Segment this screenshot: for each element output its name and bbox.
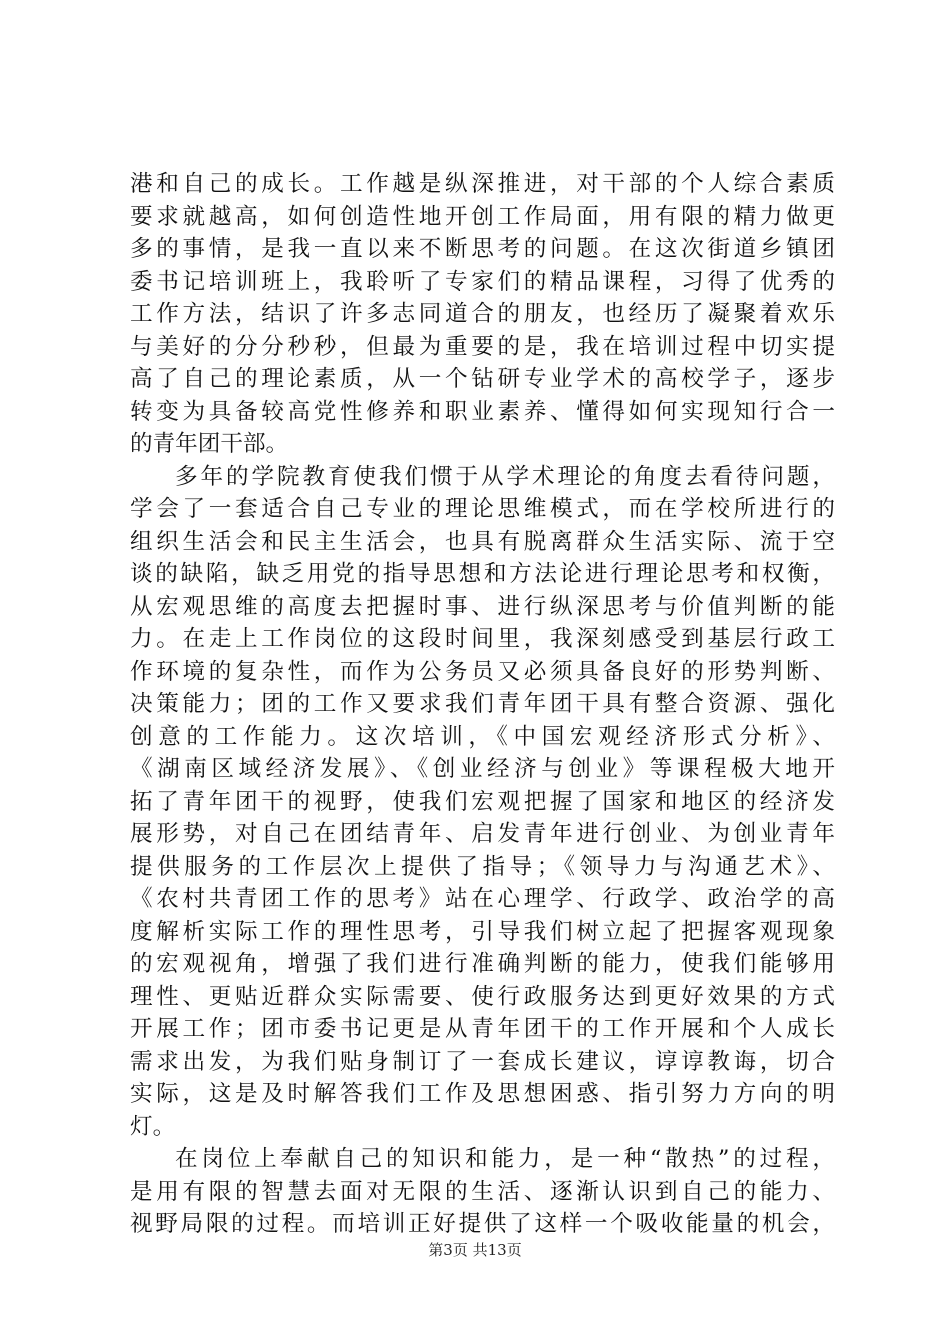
text-line: 理性、更贴近群众实际需要、使行政服务达到更好效果的方式 — [130, 983, 835, 1010]
text-line: 提供服务的工作层次上提供了指导；《领导力与沟通艺术》、 — [130, 853, 835, 880]
text-line: 港和自己的成长。工作越是纵深推进，对干部的个人综合素质 — [130, 171, 835, 197]
text-line: 《农村共青团工作的思考》站在心理学、行政学、政治学的高 — [130, 886, 835, 912]
text-line: 《湖南区域经济发展》、《创业经济与创业》等课程极大地开 — [130, 756, 835, 782]
text-line: 需求出发，为我们贴身制订了一套成长建议，谆谆教诲，切合 — [130, 1048, 835, 1075]
text-line: 作环境的复杂性，而作为公务员又必须具备良好的形势判断、 — [130, 658, 835, 685]
text-line: 度解析实际工作的理性思考，引导我们树立起了把握客观现象 — [130, 918, 835, 945]
text-line: 展形势，对自己在团结青年、启发青年进行创业、为创业青年 — [130, 821, 835, 847]
text-line: 工作方法，结识了许多志同道合的朋友，也经历了凝聚着欢乐 — [130, 301, 835, 327]
text-line: 委书记培训班上，我聆听了专家们的精品课程，习得了优秀的 — [130, 268, 835, 295]
text-line: 开展工作；团市委书记更是从青年团干的工作开展和个人成长 — [130, 1016, 835, 1042]
text-line: 实际，这是及时解答我们工作及思想困惑、指引努力方向的明 — [130, 1081, 835, 1107]
text-line: 创意的工作能力。这次培训，《中国宏观经济形式分析》、 — [130, 723, 835, 750]
text-line: 与美好的分分秒秒，但最为重要的是，我在培训过程中切实提 — [130, 333, 835, 360]
text-line: 灯。 — [130, 1113, 176, 1140]
text-line: 多的事情，是我一直以来不断思考的问题。在这次街道乡镇团 — [130, 236, 835, 262]
paragraph — [130, 168, 835, 461]
text-line: 谈的缺陷，缺乏用党的指导思想和方法论进行理论思考和权衡， — [130, 561, 835, 587]
text-line: 组织生活会和民主生活会，也具有脱离群众生活实际、流于空 — [130, 528, 835, 555]
text-line: 要求就越高，如何创造性地开创工作局面，用有限的精力做更 — [130, 203, 835, 230]
text-line: 在岗位上奉献自己的知识和能力，是一种“散热”的过程， — [175, 1146, 835, 1172]
text-line: 视野局限的过程。而培训正好提供了这样一个吸收能量的机会， — [130, 1211, 835, 1237]
text-line: 是用有限的智慧去面对无限的生活、逐渐认识到自己的能力、 — [130, 1178, 835, 1205]
text-line: 决策能力；团的工作又要求我们青年团干具有整合资源、强化 — [130, 691, 835, 717]
paragraph — [130, 1143, 835, 1241]
text-line: 的宏观视角，增强了我们进行准确判断的能力，使我们能够用 — [130, 951, 835, 977]
text-line: 的青年团干部。 — [130, 431, 289, 457]
text-line: 拓了青年团干的视野，使我们宏观把握了国家和地区的经济发 — [130, 788, 835, 815]
paragraph — [130, 461, 835, 1144]
text-line: 力。在走上工作岗位的这段时间里，我深刻感受到基层行政工 — [130, 626, 835, 652]
page-number-footer: 第3页 共13页 — [428, 1241, 522, 1259]
text-line: 多年的学院教育使我们惯于从学术理论的角度去看待问题， — [175, 463, 835, 490]
text-line: 转变为具备较高党性修养和职业素养、懂得如何实现知行合一 — [130, 398, 835, 425]
text-line: 学会了一套适合自己专业的理论思维模式，而在学校所进行的 — [130, 496, 835, 522]
text-line: 高了自己的理论素质，从一个钻研专业学术的高校学子，逐步 — [130, 366, 835, 392]
text-line: 从宏观思维的高度去把握时事、进行纵深思考与价值判断的能 — [130, 593, 835, 620]
document-body — [130, 168, 835, 1241]
